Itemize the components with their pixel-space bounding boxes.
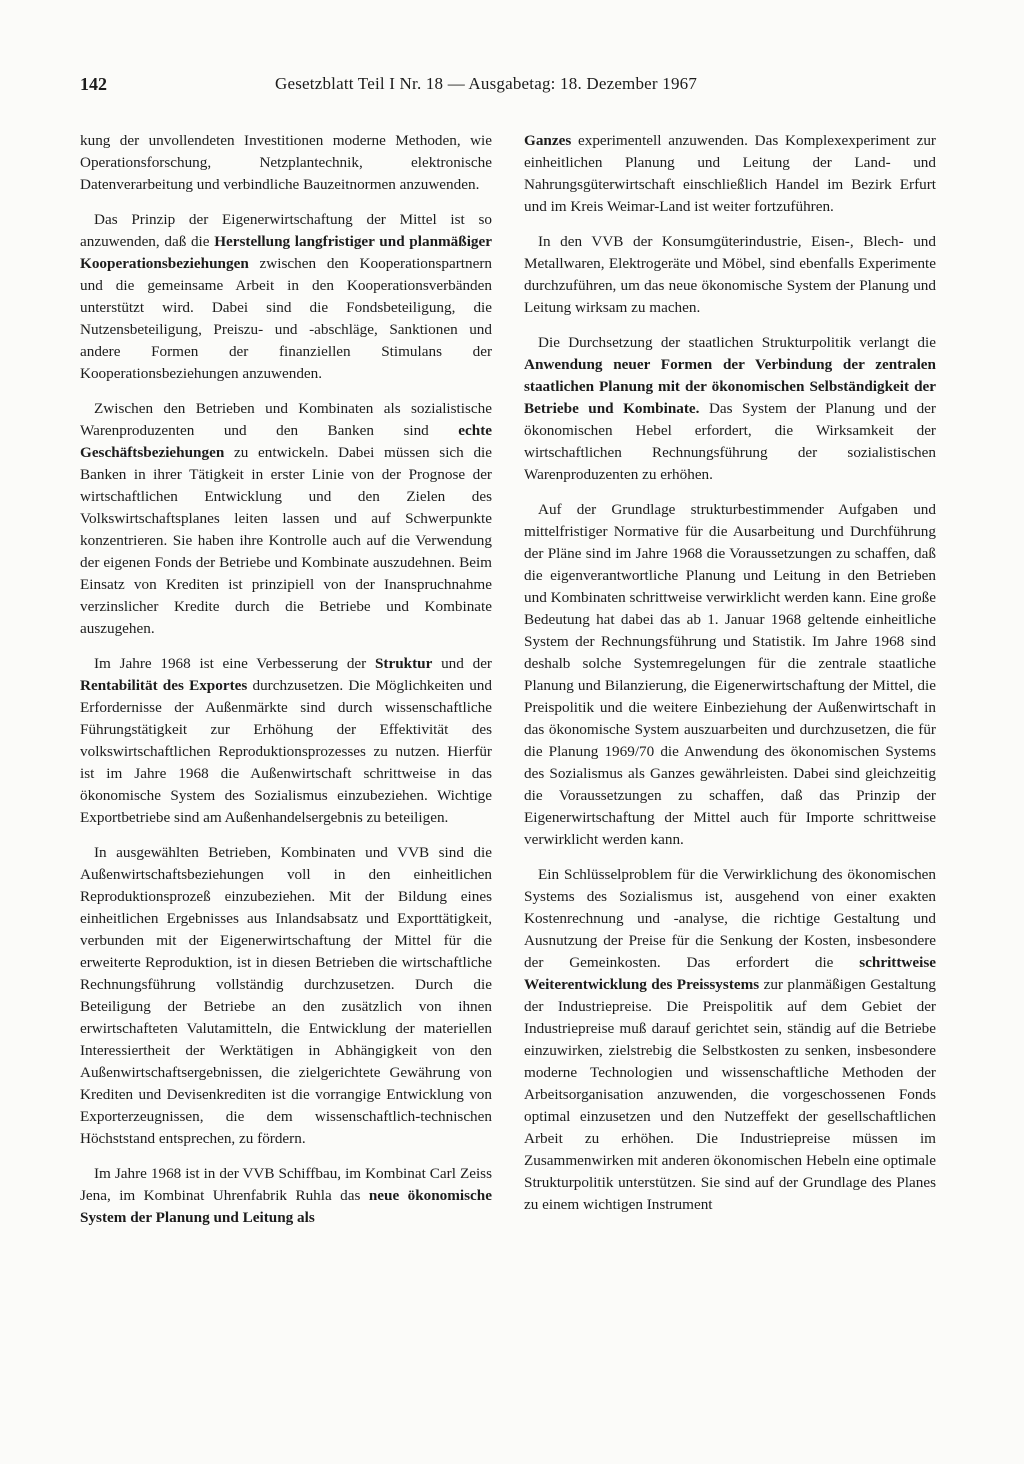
emphasis: Struktur	[374, 655, 433, 672]
paragraph: Auf der Grundlage strukturbestimmender Aufgaben und mittelfristiger Normative für die Ausarbeitung und Durchführung der Pläne sind im Jahre 1968 die Voraussetzungen zu schaffen, daß die eigenverantwortliche Planung und Leitung in den Betrieben und Kombinaten schrittweise verwirklicht werden kann. Eine große Bedeutung hat dabei das ab 1. Januar 1968 geltende einheitliche System der Rechnungsführung und Statistik. Im Jahre 1968 sind deshalb solche Systemregelungen für die zentrale staatliche Planung und Bilanzierung, die Eigenerwirtschaftung der Mittel, die Preispolitik und die weitere Einbeziehung der Außenwirtschaft in das ökonomische System auszuarbeiten und durchzusetzen, die für die Planung 1969/70 die Anwendung des ökonomischen Systems des Sozialismus als Ganzes gewährleisten. Dabei sind gleichzeitig die Voraussetzungen zu schaffen, daß das Prinzip der Eigenerwirtschaftung der Mittel auch für Importe schrittweise verwirklicht werden kann.	[524, 501, 936, 848]
right-column	[524, 130, 936, 1229]
running-title: Gesetzblatt Teil I Nr. 18 — Ausgabetag: 18. Dezember 1967	[275, 74, 698, 93]
page-header	[80, 74, 940, 100]
paragraph: kung der unvollendeten Investitionen moderne Methoden, wie Operationsforschung, Netzplantechnik, elektronische Datenverarbeitung und verbindliche Bauzeitnormen anzuwenden.	[80, 132, 492, 193]
emphasis: schrittweise Weiterentwicklung des Preissystems	[524, 954, 936, 993]
emphasis: echte Geschäftsbeziehungen	[80, 422, 492, 461]
emphasis: Herstellung langfristiger und planmäßiger Kooperationsbeziehungen	[80, 233, 493, 272]
page-number: 142	[80, 74, 107, 94]
paragraph: Zwischen den Betrieben und Kombinaten als sozialistische Warenproduzenten und den Banken sind echte Geschäftsbeziehungen zu entwickeln. Dabei müssen sich die Banken in ihrer Tätigkeit in erster Linie von der Prognose der wirtschaftlichen Entwicklung und den Zielen des Volkswirtschaftsplanes leiten lassen und auf Schwerpunkte konzentrieren. Sie haben ihre Kontrolle auch auf die Verwendung der eigenen Fonds der Betriebe und Kombinate auszudehnen. Beim Einsatz von Krediten ist prinzipiell von der Inanspruchnahme verzinslicher Kredite durch die Betriebe und Kombinate auszugehen.	[80, 400, 492, 637]
paragraph: Das Prinzip der Eigenerwirtschaftung der Mittel ist so anzuwenden, daß die Herstellung langfristiger und planmäßiger Kooperationsbeziehungen zwischen den Kooperationspartnern und die gemeinsame Arbeit in den Kooperationsverbänden unterstützt wird. Dabei sind die Fondsbeteiligung, die Nutzensbeteiligung, Preiszu- und -abschläge, Sanktionen und andere Formen der finanziellen Stimulans der Kooperationsbeziehungen anzuwenden.	[80, 211, 493, 382]
emphasis: Anwendung neuer Formen der Verbindung der zentralen staatlichen Planung mit der ökonomischen Selbständigkeit der Betriebe und Kombinate.	[524, 356, 936, 417]
paragraph: Die Durchsetzung der staatlichen Strukturpolitik verlangt die Anwendung neuer Formen der Verbindung der zentralen staatlichen Planung mit der ökonomischen Selbständigkeit der Betriebe und Kombinate. Das System der Planung und der ökonomischen Hebel erfordert, die Wirksamkeit der wirtschaftlichen Rechnungsführung der sozialistischen Warenproduzenten zu erhöhen.	[524, 334, 936, 483]
paragraph: Im Jahre 1968 ist eine Verbesserung der Struktur und der Rentabilität des Exportes durchzusetzen. Die Möglichkeiten und Erfordernisse der Außenmärkte sind durch wissenschaftliche Führungstätigkeit zur Erhöhung der Effektivität des volkswirtschaftlichen Reproduktionsprozesses zu nutzen. Hierfür ist im Jahre 1968 die Außenwirtschaft schrittweise in das ökonomische System des Sozialismus einzubeziehen. Wichtige Exportbetriebe sind am Außenhandelsergebnis zu beteiligen.	[80, 655, 492, 826]
paragraph: Ganzes experimentell anzuwenden. Das Komplexexperiment zur einheitlichen Planung und Leitung der Land- und Nahrungsgüterwirtschaft einschließlich Handel im Bezirk Erfurt und im Kreis Weimar-Land ist weiter fortzuführen.	[524, 132, 936, 215]
emphasis: Rentabilität des Exportes	[80, 677, 248, 694]
paragraph: In den VVB der Konsumgüterindustrie, Eisen-, Blech- und Metallwaren, Elektrogeräte und Möbel, sind ebenfalls Experimente durchzuführen, um das neue ökonomische System der Planung und Leitung wirksam zu machen.	[524, 233, 936, 316]
left-column	[80, 130, 492, 1242]
paragraph: In ausgewählten Betrieben, Kombinaten und VVB sind die Außenwirtschaftsbeziehungen voll in den einheitlichen Reproduktionsprozeß einzubeziehen. Mit der Bildung eines einheitlichen Ergebnisses aus Inlandsabsatz und Exporttätigkeit, verbunden mit der Eigenerwirtschaftung der Mittel für die erweiterte Reproduktion, ist in diesen Betrieben die wirtschaftliche Rechnungsführung vollständig durchzusetzen. Durch die Beteiligung der Betriebe an den zusätzlich von ihnen erwirtschafteten Valutamitteln, die Entwicklung der materiellen Interessiertheit der Werktätigen in Abhängigkeit von den Außenwirtschaftsergebnissen, die zielgerichtete Gewährung von Krediten und Devisenkrediten ist die vorrangige Entwicklung von Exporterzeugnissen, die dem wissenschaftlich-technischen Höchststand entsprechen, zu fördern.	[80, 844, 492, 1147]
paragraph: Ein Schlüsselproblem für die Verwirklichung des ökonomischen Systems des Sozialismus ist, ausgehend von einer exakten Kostenrechnung und -analyse, die richtige Gestaltung und Ausnutzung der Preise für die Senkung der Kosten, insbesondere der Gemeinkosten. Das erfordert die schrittweise Weiterentwicklung des Preissystems zur planmäßigen Gestaltung der Industriepreise. Die Preispolitik auf dem Gebiet der Industriepreise muß darauf gerichtet sein, ständig auf die Betriebe einzuwirken, zielstrebig die Selbstkosten zu senken, insbesondere moderne Technologien und wissenschaftliche Methoden der Arbeitsorganisation anzuwenden, die vorgeschossenen Fonds optimal einzusetzen und den Nutzeffekt der gesellschaftlichen Arbeit zu erhöhen. Die Industriepreise müssen im Zusammenwirken mit anderen ökonomischen Hebeln eine optimale Strukturpolitik unterstützen. Sie sind auf der Grundlage des Planes zu einem wichtigen Instrument	[524, 866, 937, 1213]
emphasis: Ganzes	[524, 132, 572, 149]
emphasis: neue ökonomische System der Planung und Leitung als	[80, 1187, 492, 1226]
paragraph: Im Jahre 1968 ist in der VVB Schiffbau, im Kombinat Carl Zeiss Jena, im Kombinat Uhrenfabrik Ruhla das neue ökonomische System der Planung und Leitung als	[80, 1165, 492, 1226]
